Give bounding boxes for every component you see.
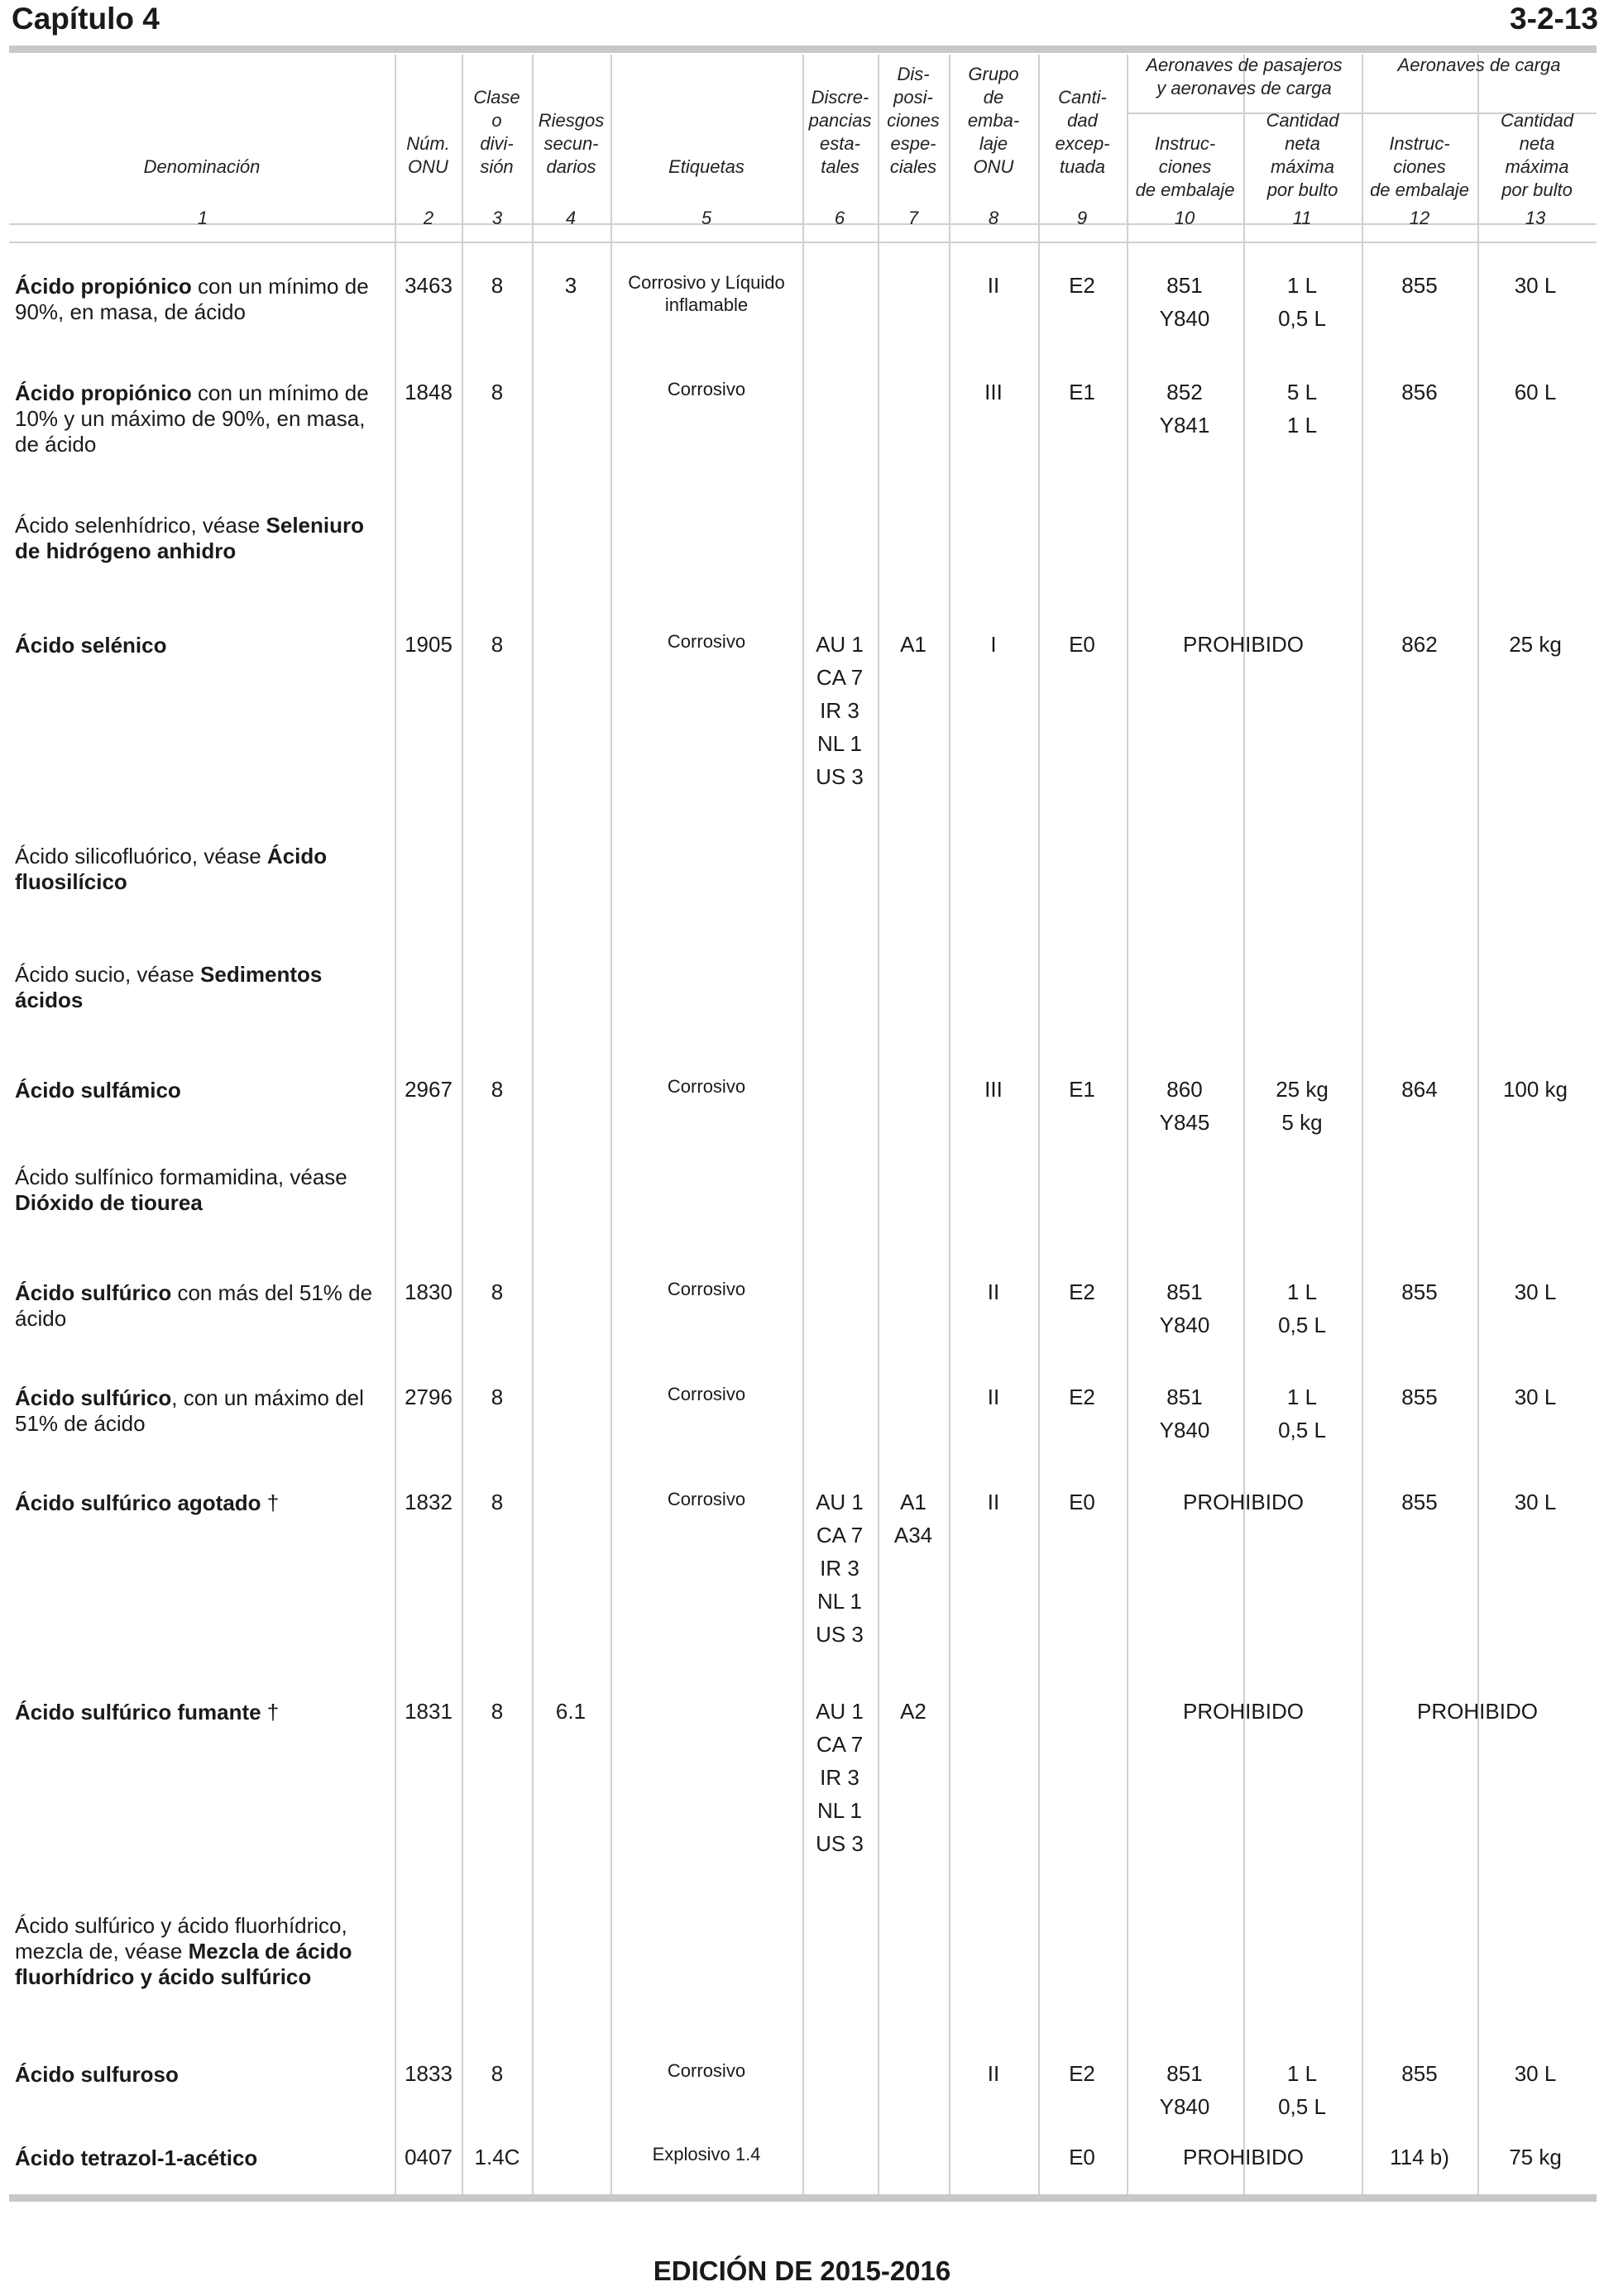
labels-text: Corrosivo	[667, 1384, 746, 1404]
packing-group: I	[990, 632, 997, 657]
cargo-packing-instruction: 855	[1401, 1280, 1438, 1304]
class-division: 8	[491, 1280, 504, 1304]
header-riesgos: Riesgos secun- darios	[538, 110, 605, 177]
substance-name: Ácido selenhídrico, véase Seleniuro de hidrógeno anhidro	[15, 513, 364, 563]
header-cantidad-exceptuada: Canti- dad excep- tuada	[1055, 87, 1110, 177]
passenger-forbidden: PROHIBIDO	[1183, 2145, 1304, 2169]
column-number: 10	[1174, 208, 1195, 228]
excepted-quantity: E2	[1069, 2061, 1095, 2086]
header-cantidad-carga: Cantidad neta máxima por bulto	[1500, 110, 1574, 200]
cargo-packing-instruction: 855	[1401, 2061, 1438, 2086]
substance-name: Ácido sulfámico	[15, 1078, 181, 1103]
passenger-packing-instruction: 860 Y845	[1159, 1077, 1210, 1135]
excepted-quantity: E2	[1069, 273, 1095, 298]
excepted-quantity: E1	[1069, 380, 1095, 404]
substance-name: Ácido sulfúrico y ácido fluorhídrico, mezcla de, véase Mezcla de ácido fluorhídrico y ácido sulfúrico	[15, 1913, 352, 1989]
passenger-forbidden: PROHIBIDO	[1183, 1699, 1304, 1724]
header-clase: Clase o divi- sión	[473, 87, 520, 177]
cargo-max-quantity: 30 L	[1514, 1280, 1557, 1304]
chapter-title: Capítulo 4	[12, 2, 160, 36]
substance-name: Ácido propiónico con un mínimo de 10% y un máximo de 90%, en masa, de ácido	[15, 380, 369, 457]
header-instrucciones-pax: Instruc- ciones de embalaje	[1135, 133, 1235, 200]
cargo-packing-instruction: 855	[1401, 273, 1438, 298]
labels-text: Corrosivo	[667, 1076, 746, 1097]
top-rule	[9, 45, 1597, 53]
passenger-max-quantity: 1 L 0,5 L	[1278, 1385, 1326, 1442]
column-number: 7	[907, 208, 919, 228]
un-number: 1905	[405, 632, 452, 657]
un-number: 2796	[405, 1385, 452, 1409]
passenger-max-quantity: 1 L 0,5 L	[1278, 273, 1326, 331]
un-number: 1848	[405, 380, 452, 404]
special-provisions: A1 A34	[893, 1490, 933, 1547]
subsidiary-risk: 3	[564, 273, 577, 298]
column-number: 8	[988, 208, 999, 228]
cargo-max-quantity: 30 L	[1514, 2061, 1557, 2086]
passenger-max-quantity: 5 L 1 L	[1286, 380, 1318, 438]
header-aeronaves-pasajeros: Aeronaves de pasajeros y aeronaves de carga	[1146, 55, 1343, 98]
header-aeronaves-carga: Aeronaves de carga	[1397, 55, 1561, 75]
cargo-max-quantity: 30 L	[1514, 273, 1557, 298]
substance-name: Ácido propiónico con un mínimo de 90%, en masa, de ácido	[15, 274, 369, 324]
cargo-packing-instruction: 864	[1401, 1077, 1438, 1102]
cargo-max-quantity: 75 kg	[1509, 2145, 1562, 2169]
excepted-quantity: E2	[1069, 1280, 1095, 1304]
column-number: 2	[423, 208, 434, 228]
passenger-forbidden: PROHIBIDO	[1183, 1490, 1304, 1514]
passenger-max-quantity: 1 L 0,5 L	[1278, 1280, 1326, 1337]
column-number-rule	[9, 242, 1597, 243]
class-division: 8	[491, 1699, 504, 1724]
cargo-packing-instruction: 855	[1401, 1385, 1438, 1409]
column-divider	[1038, 55, 1040, 2194]
substance-name: Ácido silicofluórico, véase Ácido fluosilícico	[15, 844, 328, 894]
bottom-rule	[9, 2194, 1597, 2202]
passenger-packing-instruction: 852 Y841	[1159, 380, 1210, 438]
header-etiquetas: Etiquetas	[668, 156, 745, 177]
column-divider	[949, 55, 950, 2194]
excepted-quantity: E0	[1069, 2145, 1095, 2169]
un-number: 1832	[405, 1490, 452, 1514]
class-division: 8	[491, 2061, 504, 2086]
cargo-packing-instruction: 862	[1401, 632, 1438, 657]
cargo-max-quantity: 100 kg	[1502, 1077, 1568, 1102]
cargo-max-quantity: 25 kg	[1509, 632, 1562, 657]
labels-text: Corrosivo	[667, 379, 746, 399]
substance-name: Ácido tetrazol-1-acético	[15, 2145, 258, 2170]
substance-name: Ácido sulfúrico con más del 51% de ácido	[15, 1280, 373, 1331]
excepted-quantity: E0	[1069, 632, 1095, 657]
special-provisions: A1	[900, 632, 926, 657]
passenger-forbidden: PROHIBIDO	[1183, 632, 1304, 657]
column-number: 5	[701, 208, 712, 228]
passenger-packing-instruction: 851 Y840	[1159, 1385, 1210, 1442]
excepted-quantity: E0	[1069, 1490, 1095, 1514]
labels-text: Corrosivo y Líquido inflamable	[628, 272, 785, 315]
column-divider	[878, 55, 879, 2194]
column-number: 1	[197, 208, 208, 228]
substance-name: Ácido sucio, véase Sedimentos ácidos	[15, 962, 323, 1012]
header-cantidad-pax: Cantidad neta máxima por bulto	[1266, 110, 1339, 200]
cargo-packing-instruction: 855	[1401, 1490, 1438, 1514]
excepted-quantity: E1	[1069, 1077, 1095, 1102]
substance-name: Ácido sulfúrico agotado †	[15, 1490, 280, 1515]
substance-name: Ácido selénico	[15, 633, 167, 658]
un-number: 1831	[405, 1699, 452, 1724]
cargo-max-quantity: 30 L	[1514, 1490, 1557, 1514]
header-denominacion: Denominación	[143, 156, 261, 177]
header-discrepancias: Discre- pancias esta- tales	[808, 87, 872, 177]
passenger-max-quantity: 1 L 0,5 L	[1278, 2061, 1326, 2119]
cargo-packing-instruction: 856	[1401, 380, 1438, 404]
cargo-packing-instruction: 114 b)	[1390, 2145, 1449, 2169]
un-number: 1830	[405, 1280, 452, 1304]
un-number: 0407	[405, 2145, 452, 2169]
un-number: 1833	[405, 2061, 452, 2086]
subsidiary-risk: 6.1	[555, 1699, 587, 1724]
column-divider	[532, 55, 534, 2194]
class-division: 8	[491, 1077, 504, 1102]
substance-name: Ácido sulfínico formamidina, véase Dióxido de tiourea	[15, 1165, 347, 1215]
state-variations: AU 1 CA 7 IR 3 NL 1 US 3	[816, 1699, 864, 1856]
class-division: 8	[491, 1490, 504, 1514]
page-number: 3-2-13	[1510, 2, 1598, 36]
column-number: 3	[491, 208, 503, 228]
packing-group: III	[984, 380, 1003, 404]
substance-name: Ácido sulfúrico, con un máximo del 51% de ácido	[15, 1385, 364, 1436]
packing-group: III	[984, 1077, 1003, 1102]
packing-group: II	[987, 273, 1000, 298]
passenger-max-quantity: 25 kg 5 kg	[1276, 1077, 1329, 1135]
passenger-packing-instruction: 851 Y840	[1159, 1280, 1210, 1337]
class-division: 8	[491, 380, 504, 404]
labels-text: Corrosivo	[667, 631, 746, 652]
class-division: 1.4C	[474, 2145, 520, 2169]
column-number: 6	[834, 208, 845, 228]
packing-group: II	[987, 1490, 1000, 1514]
passenger-packing-instruction: 851 Y840	[1159, 2061, 1210, 2119]
labels-text: Explosivo 1.4	[652, 2144, 761, 2164]
class-division: 8	[491, 273, 504, 298]
column-number: 11	[1292, 208, 1312, 228]
un-number: 3463	[405, 273, 452, 298]
excepted-quantity: E2	[1069, 1385, 1095, 1409]
column-number: 12	[1409, 208, 1430, 228]
labels-text: Corrosivo	[667, 2060, 746, 2081]
header-grupo: Grupo de emba- laje ONU	[967, 64, 1020, 177]
header-disposiciones: Dis- posi- ciones espe- ciales	[887, 64, 940, 177]
class-division: 8	[491, 632, 504, 657]
state-variations: AU 1 CA 7 IR 3 NL 1 US 3	[816, 632, 864, 789]
substance-name: Ácido sulfuroso	[15, 2062, 179, 2087]
column-divider	[802, 55, 804, 2194]
passenger-packing-instruction: 851 Y840	[1159, 273, 1210, 331]
edition-footer: EDICIÓN DE 2015-2016	[653, 2255, 951, 2286]
column-divider	[610, 55, 612, 2194]
substance-name: Ácido sulfúrico fumante †	[15, 1700, 280, 1724]
un-number: 2967	[405, 1077, 452, 1102]
column-number: 4	[565, 208, 577, 228]
header-instrucciones-carga: Instruc- ciones de embalaje	[1370, 133, 1469, 200]
packing-group: II	[987, 2061, 1000, 2086]
column-number: 13	[1525, 208, 1546, 228]
cargo-max-quantity: 60 L	[1514, 380, 1557, 404]
labels-text: Corrosivo	[667, 1489, 746, 1509]
class-division: 8	[491, 1385, 504, 1409]
packing-group: II	[987, 1385, 1000, 1409]
cargo-forbidden: PROHIBIDO	[1417, 1699, 1538, 1724]
column-number: 9	[1076, 208, 1088, 228]
state-variations: AU 1 CA 7 IR 3 NL 1 US 3	[816, 1490, 864, 1647]
special-provisions: A2	[900, 1699, 926, 1724]
header-num-onu: Núm. ONU	[406, 133, 450, 177]
packing-group: II	[987, 1280, 1000, 1304]
header-rule	[9, 223, 1597, 225]
cargo-max-quantity: 30 L	[1514, 1385, 1557, 1409]
labels-text: Corrosivo	[667, 1279, 746, 1299]
